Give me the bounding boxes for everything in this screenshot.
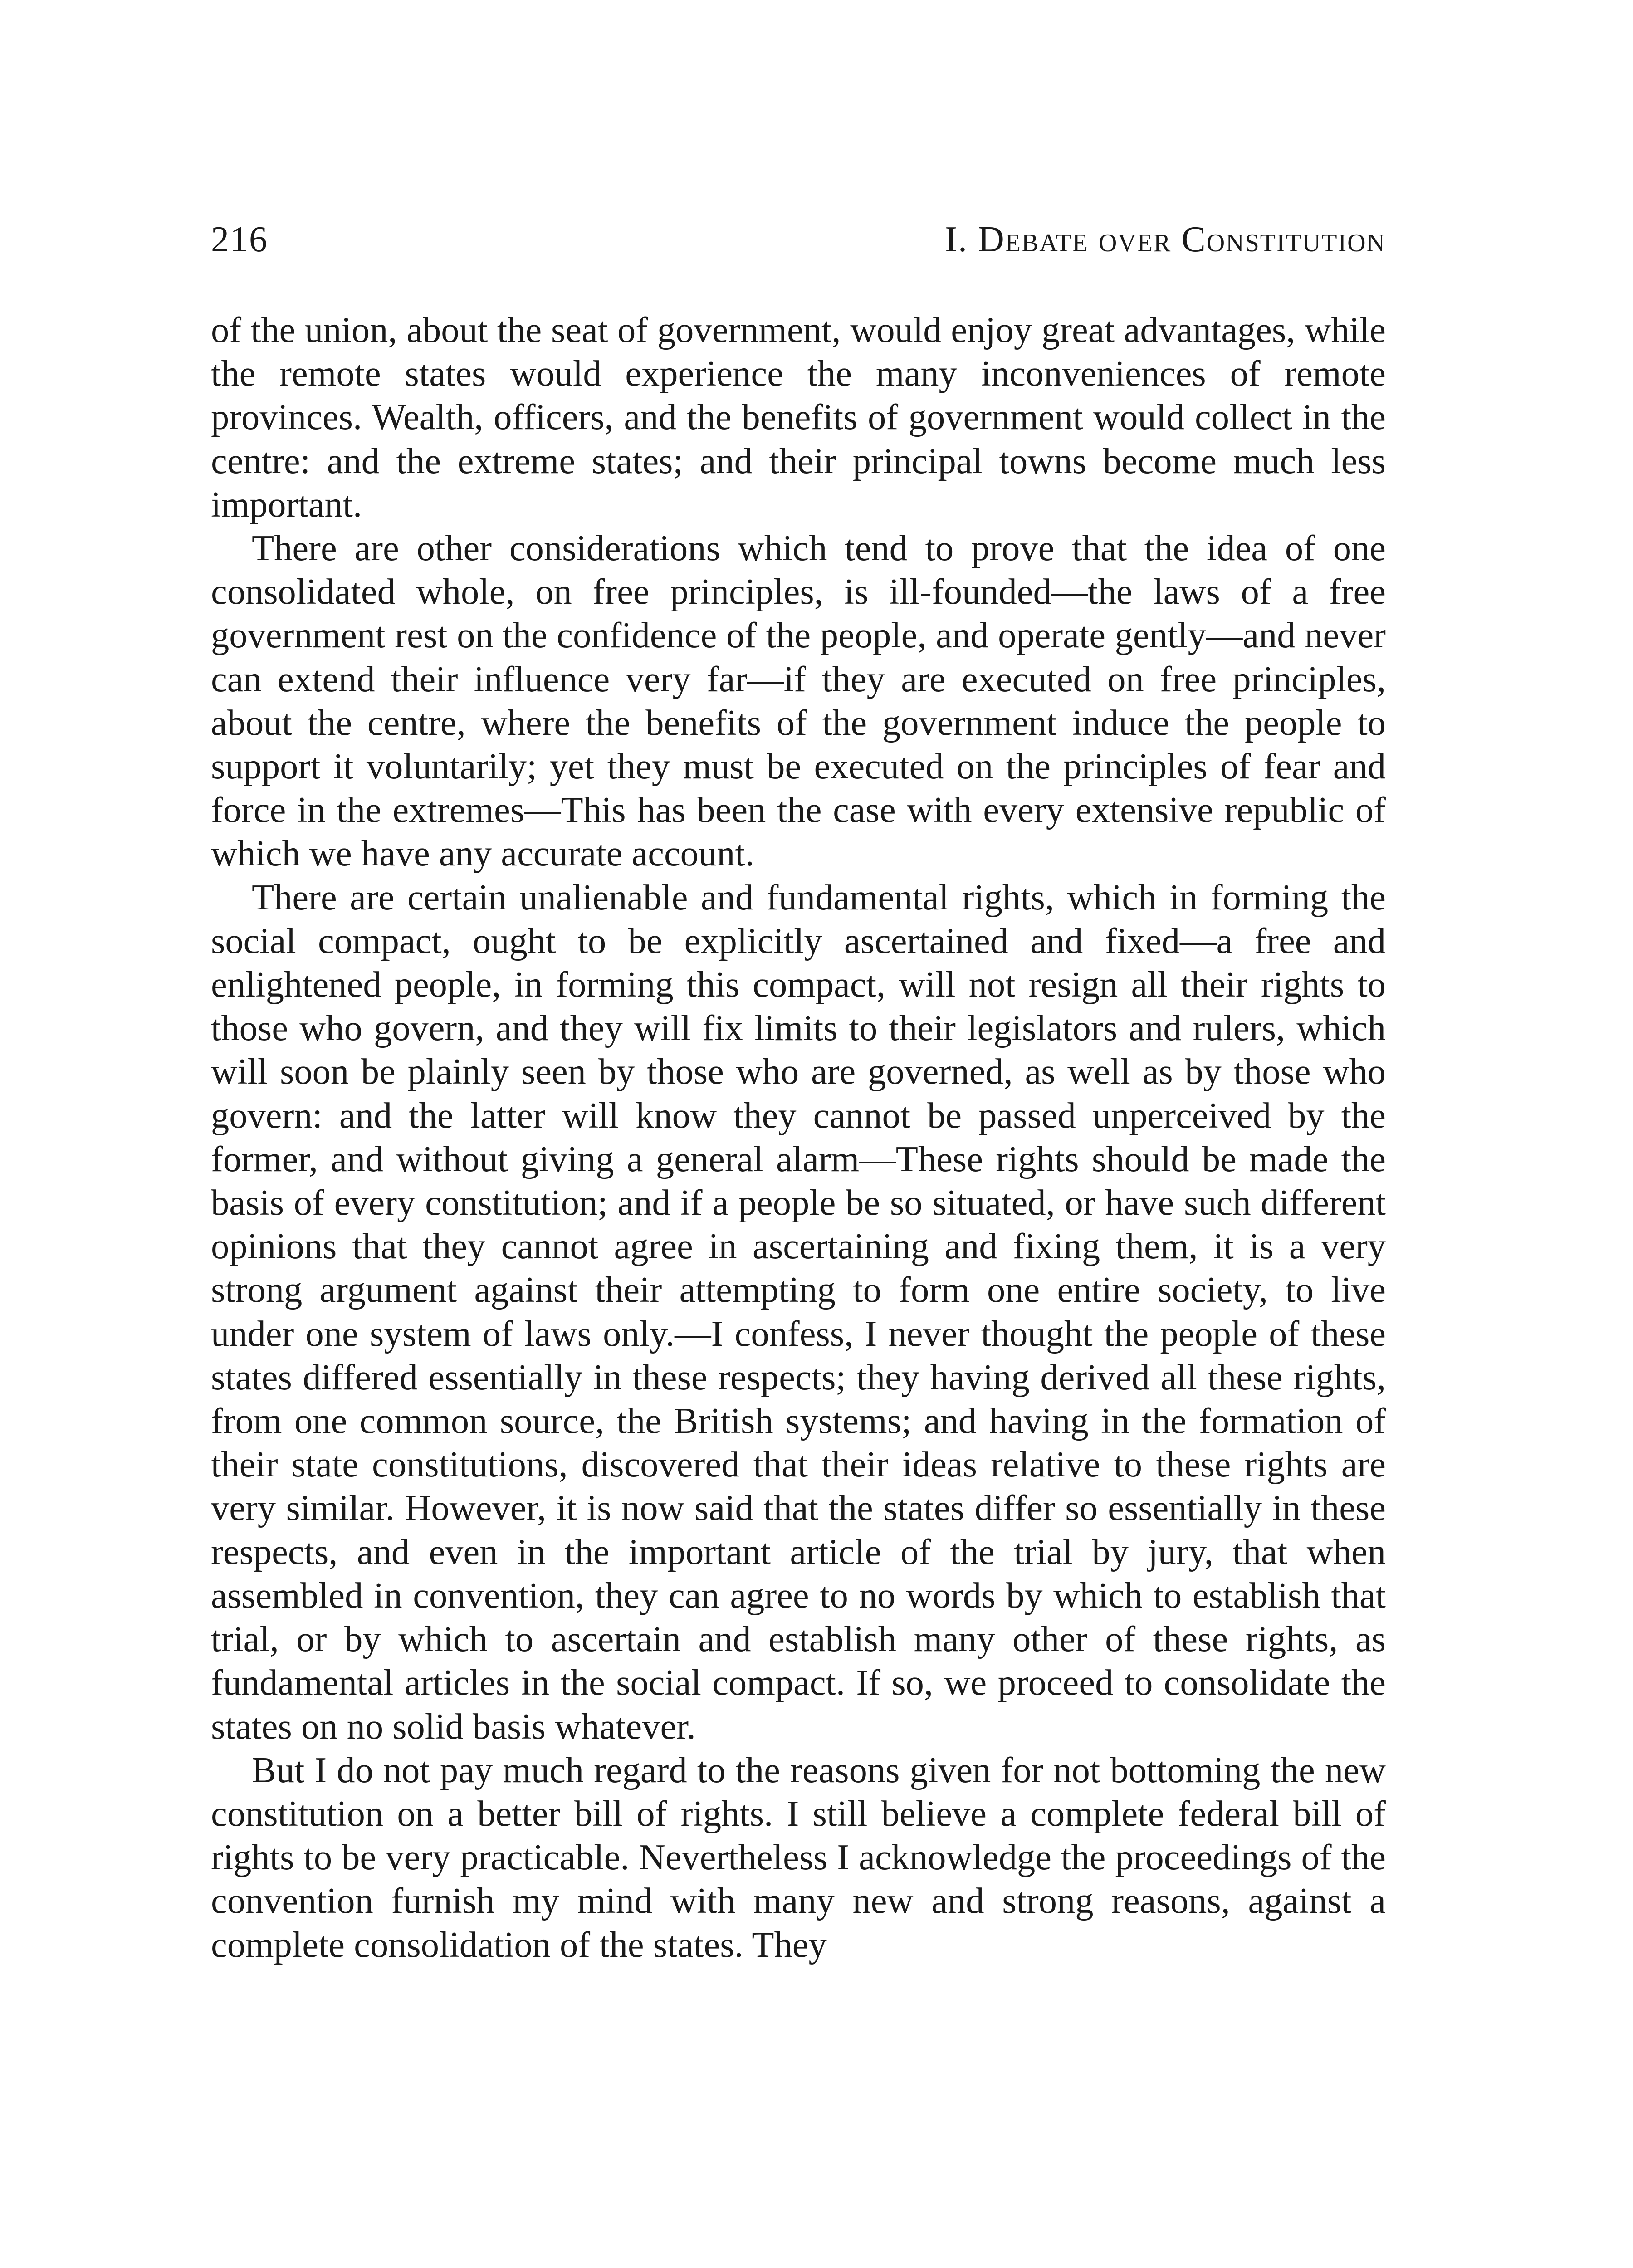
paragraph-4: But I do not pay much regard to the reasons given for not bottoming the new constitution on a better bill of rights. I still believe a complete federal bill of rights to be very practicable. Nevertheless I acknowledge the proceedings of the convention furnish my mind with many new and strong reasons, against a complete consolidation of the states. They	[211, 1750, 1386, 1965]
chapter-title: I. Debate over Constitution	[945, 220, 1386, 259]
page-number: 216	[211, 220, 268, 259]
paragraph-1: of the union, about the seat of government, would enjoy great advantages, while the remote states would experience the many inconveniences of remote provinces. Wealth, officers, and the benefits of government would collect in the centre: and the extreme states; and their principal towns become much less important.	[211, 310, 1386, 525]
paragraph-2: There are other considerations which tend to prove that the idea of one consolidated whole, on free principles, is ill-founded—the laws of a free government rest on the confidence of the people, and operate gently—and never can extend their influence very far—if they are executed on free principles, about the centre, where the benefits of the government induce the people to support it voluntarily; yet they must be executed on the principles of fear and force in the extremes—This has been the case with every extensive republic of which we have any accurate account.	[211, 528, 1386, 874]
paragraph-3: There are certain unalienable and fundamental rights, which in forming the social compact, ought to be explicitly ascertained and fixed—a free and enlightened people, in forming this compact, will not resign all their rights to those who govern, and they will fix limits to their legislators and rulers, which will soon be plainly seen by those who are governed, as well as by those who govern: and the latter will know they cannot be passed unperceived by the former, and without giving a general alarm—These rights should be made the basis of every constitution; and if a people be so situated, or have such different opinions that they cannot agree in ascertaining and fixing them, it is a very strong argument against their attempting to form one entire society, to live under one system of laws only.—I confess, I never thought the people of these states differed essentially in these respects; they having derived all these rights, from one common source, the British systems; and having in the formation of their state constitutions, discovered that their ideas relative to these rights are very similar. However, it is now said that the states differ so essentially in these respects, and even in the important article of the trial by jury, that when assembled in convention, they can agree to no words by which to establish that trial, or by which to ascertain and establish many other of these rights, as fundamental articles in the social compact. If so, we proceed to consolidate the states on no solid basis whatever.	[211, 877, 1386, 1747]
body-text	[211, 308, 1386, 1967]
running-head	[211, 217, 1386, 271]
